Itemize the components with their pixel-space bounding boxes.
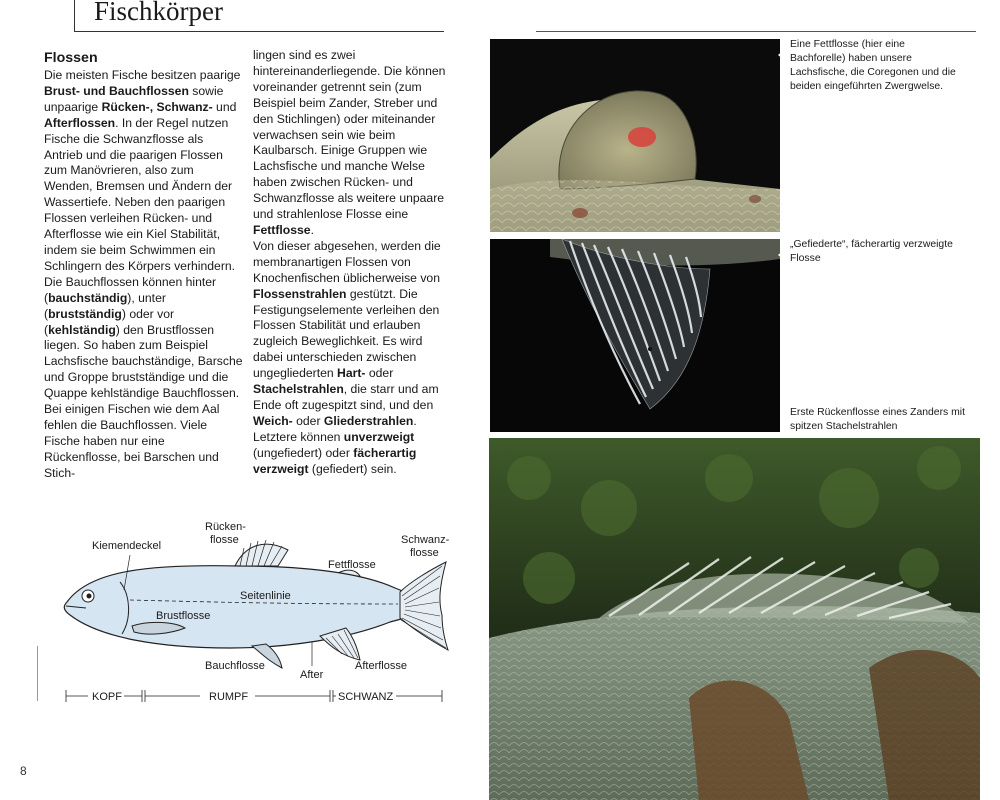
region-schwanz: SCHWANZ (338, 691, 394, 703)
label-schwanzflosse-1: Schwanz- (401, 534, 450, 546)
title-rule-tick (74, 0, 75, 31)
label-bauchflosse: Bauchflosse (205, 660, 265, 672)
photo-fettflosse-illustration (490, 39, 780, 232)
photo-zander-rueckenflosse (489, 438, 980, 800)
label-schwanzflosse-2: flosse (410, 547, 439, 559)
caption-fettflosse: Eine Fettflosse (hier eine Bachforelle) haben unsere Lachsfische, die Coregonen und die beiden eingeführten Zwergwelse. (790, 39, 956, 92)
label-rueckenflosse-2: flosse (210, 534, 239, 546)
fish-anatomy-diagram (30, 510, 470, 710)
paragraph-rueckenflossen: lingen sind es zwei hintereinanderliegende. Die können voreinander getrennt sein (zum Beispiel beim Zander, Streber und den Stichlingen) oder miteinander verwachsen sein wie beim Kaulbarsch. Einige Gruppen wie Lachsfische und manche Welse haben zwischen Rücken- und Schwanzflosse als weitere unpaare und strahlenlose Flosse eine Fettflosse. (253, 48, 446, 237)
photo-gefiederte-flosse (490, 239, 780, 432)
label-fettflosse: Fettflosse (328, 559, 376, 571)
caption-gefiederte-flosse: „Gefiederte“, fächerartig verzweigte Flosse (790, 239, 953, 264)
paragraph-bauchflossen: Die Bauchflossen können hinter (bauchständig), unter (brustständig) oder vor (kehlständig) den Brustflossen liegen. So haben zum Beispiel Lachsfische bauchständige, Barsche und Groppe brustständige und die Quappe kehlständige Bauchflossen. Bei einigen Fischen wie dem Aal fehlen die Bauchflossen. Viele Fische haben nur eine Rückenflosse, bei Barschen und Stich- (44, 274, 243, 480)
chapter-title: Fischkörper (94, 0, 223, 26)
photo-gefiederte-flosse-illustration (490, 239, 780, 432)
text-column-1 (44, 49, 244, 482)
label-brustflosse: Brustflosse (156, 610, 211, 622)
caption-zander: Erste Rückenflosse eines Zanders mit spitzen Stachelstrahlen (790, 407, 965, 432)
label-kiemendeckel: Kiemendeckel (92, 540, 162, 552)
tail-fin-shape (400, 562, 448, 650)
label-after: After (300, 669, 324, 681)
paragraph-intro: Die meisten Fische besitzen paarige Brust- und Bauchflossen sowie unpaarige Rücken-, Schwanz- und Afterflossen. In der Regel nutzen Fische die Schwanzflosse als Antrieb und die paarigen Flossen zum Manövrieren, also zum Wenden, Bremsen und Ändern der Wassertiefe. Neben den paarigen Flossen verleihen Rücken- und Afterflosse wie ein Kiel Stabilität, indem sie beim Schwimmen ein Schlingern des Körpers verhindern. (44, 68, 241, 273)
caption-pointer-1 (778, 50, 784, 60)
right-header-rule (536, 31, 976, 32)
caption-pointer-2 (778, 250, 784, 260)
region-rumpf: RUMPF (209, 691, 249, 703)
fish-body (64, 566, 405, 648)
paragraph-flossenstrahlen: Von dieser abgesehen, werden die membranartigen Flossen von Knochenfischen üblicherweise von Flossenstrahlen gestützt. Die Festigungselemente verleihen den Flossen Stabilität und erlauben zugleich Beweglichkeit. Es wird dabei unterschieden zwischen ungegliederten Hart- oder Stachelstrahlen, die starr und am Ende oft zugespitzt sind, und den Weich- oder Gliederstrahlen. Letztere können unverzweigt (ungefiedert) oder fächerartig verzweigt (gefiedert) sein. (253, 238, 441, 476)
page-number: 8 (20, 764, 27, 778)
region-kopf: KOPF (92, 691, 122, 703)
title-rule (74, 31, 444, 32)
margin-line (37, 646, 38, 701)
photo-zander-illustration (489, 438, 980, 800)
section-heading: Flossen (44, 50, 98, 66)
fish-pupil (87, 594, 92, 599)
label-seitenlinie: Seitenlinie (240, 590, 291, 602)
label-afterflosse: Afterflosse (355, 660, 407, 672)
photo-fettflosse (490, 39, 780, 232)
label-rueckenflosse-1: Rücken- (205, 521, 246, 533)
text-column-2 (253, 48, 453, 477)
